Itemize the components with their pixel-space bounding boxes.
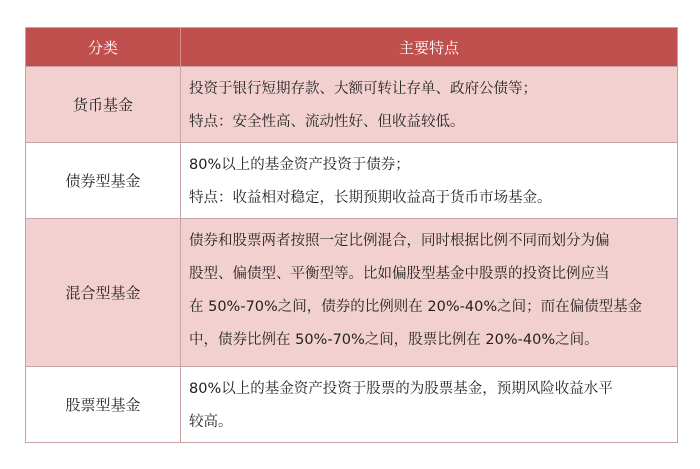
fund-features-cell <box>181 67 677 142</box>
fund-features-cell <box>181 219 677 366</box>
feature-line: 较高。 <box>189 414 233 430</box>
feature-line: 80%以上的基金资产投资于股票的为股票基金，预期风险收益水平 <box>189 381 613 397</box>
fund-type-cell: 股票型基金 <box>26 367 181 442</box>
feature-line: 投资于银行短期存款、大额可转让存单、政府公债等； <box>189 81 537 97</box>
feature-line: 在 50%-70%之间，债券的比例则在 20%-40%之间；而在偏债型基金 <box>189 299 643 315</box>
feature-line: 80%以上的基金资产投资于债券； <box>189 157 410 173</box>
feature-line: 特点：安全性高、流动性好、但收益较低。 <box>189 114 465 130</box>
fund-type-cell: 混合型基金 <box>26 219 181 366</box>
fund-features-cell <box>181 143 677 218</box>
fund-type-cell: 货币基金 <box>26 67 181 142</box>
feature-line: 股型、偏债型、平衡型等。比如偏股型基金中股票的投资比例应当 <box>189 266 610 282</box>
fund-features-cell <box>181 367 677 442</box>
header-type-cell: 分类 <box>26 28 181 66</box>
feature-line: 特点：收益相对稳定，长期预期收益高于货币市场基金。 <box>189 190 552 206</box>
header-features-cell: 主要特点 <box>398 38 459 57</box>
table-row-hybrid-fund <box>26 218 677 366</box>
table-row-money-fund <box>26 66 677 142</box>
table-header-row <box>26 28 677 66</box>
feature-line: 债券和股票两者按照一定比例混合，同时根据比例不同而划分为偏 <box>189 233 610 249</box>
fund-type-cell: 债券型基金 <box>26 143 181 218</box>
table-row-stock-fund <box>26 366 677 442</box>
fund-classification-table <box>25 27 678 443</box>
table-row-bond-fund <box>26 142 677 218</box>
feature-line: 中，债券比例在 50%-70%之间，股票比例在 20%-40%之间。 <box>189 332 599 348</box>
